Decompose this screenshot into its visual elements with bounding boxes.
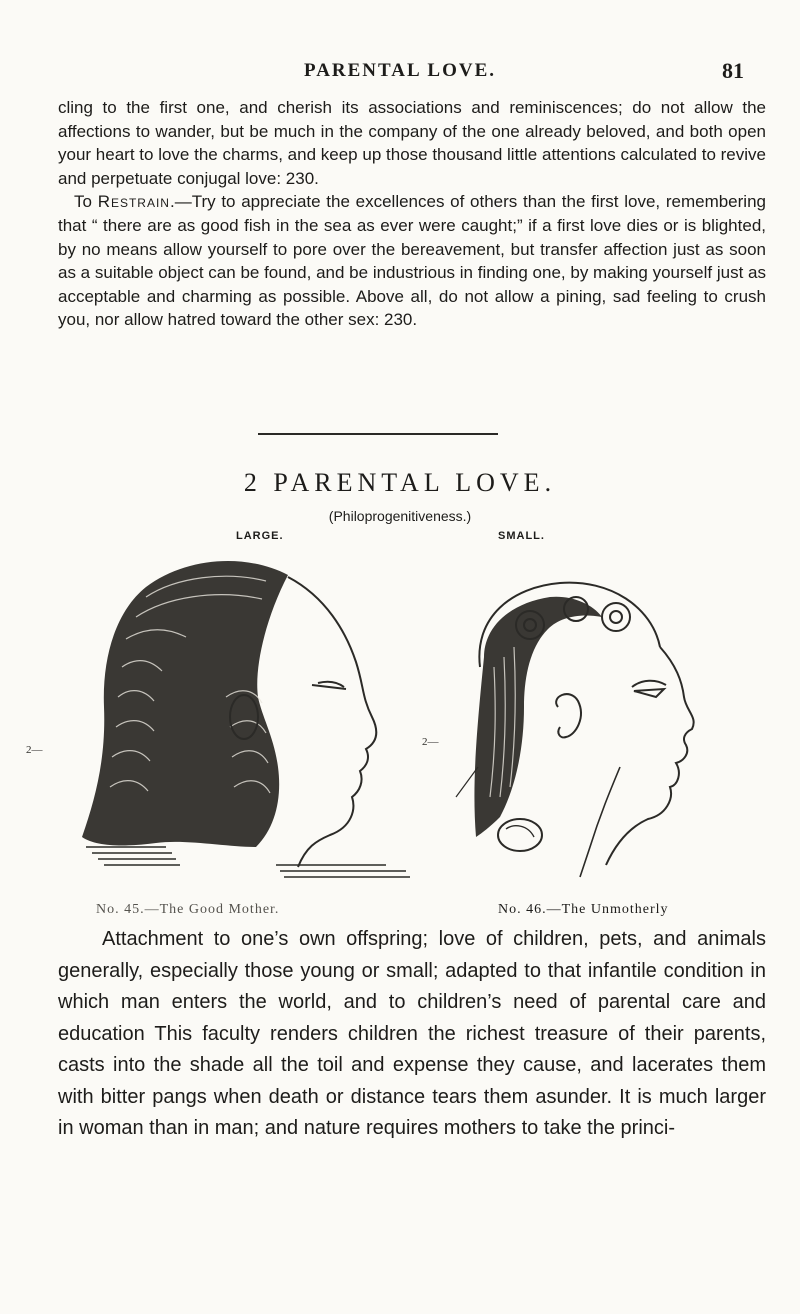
running-title: PARENTAL LOVE. — [304, 60, 496, 81]
paragraph-parental-love: Attachment to one’s own offspring; love of children, pets, and animals generally, especially those young or small; adapted to that infantile condition in which man enters the world, and to children’s need of parental care and education This faculty renders children the richest treasure of their parents, casts into the shade all the toil and expense they cause, and lacerates them with bitter pangs when death or distance tears them asunder. It is much larger in woman than in man; and nature requires mothers to take the princi- — [58, 928, 766, 1139]
good-mother-head-illustration — [26, 547, 416, 902]
marker-right: 2— — [422, 736, 439, 748]
running-head — [0, 60, 800, 90]
caption-good-mother: No. 45.—The Good Mother. — [96, 902, 280, 917]
restrain-body: .—Try to appreciate the excellences of others than the first love, remembering that “ there are as good fish in the sea as ever were caught;” if a first love dies or is blighted, by no means allow yourself to pore over the bereavement, but transfer affection just as soon as a suitable object can be found, and be industrious in finding one, by making yourself just as acceptable and charming as possible. Above all, do not allow a pining, sad feeling to crush you, nor allow hatred toward the other sex: 230. — [58, 192, 766, 330]
marker-left: 2— — [26, 744, 43, 756]
section-subtitle: (Philoprogenitiveness.) — [328, 508, 472, 524]
paragraph-restrain — [58, 190, 766, 332]
lower-text-block — [58, 924, 766, 1145]
paragraph-conjugal-love: cling to the first one, and cherish its associations and reminiscences; do not allow the affections to wander, but be much in the company of the one already beloved, and both open your heart to love the charms, and keep up those thousand little attentions calculated to revive and perpetuate conjugal love: 230. — [58, 98, 766, 188]
upper-text-block — [58, 96, 766, 332]
label-small: SMALL. — [498, 530, 545, 542]
restrain-label: Restrain — [97, 192, 170, 212]
page-number: 81 — [722, 58, 744, 83]
section-heading: 2 PARENTAL LOVE. — [243, 468, 557, 497]
section-divider — [258, 433, 498, 435]
restrain-prefix: To — [74, 192, 92, 212]
unmotherly-head-illustration — [420, 547, 720, 902]
caption-unmotherly: No. 46.—The Unmotherly — [498, 902, 669, 917]
label-large: LARGE. — [236, 530, 284, 542]
